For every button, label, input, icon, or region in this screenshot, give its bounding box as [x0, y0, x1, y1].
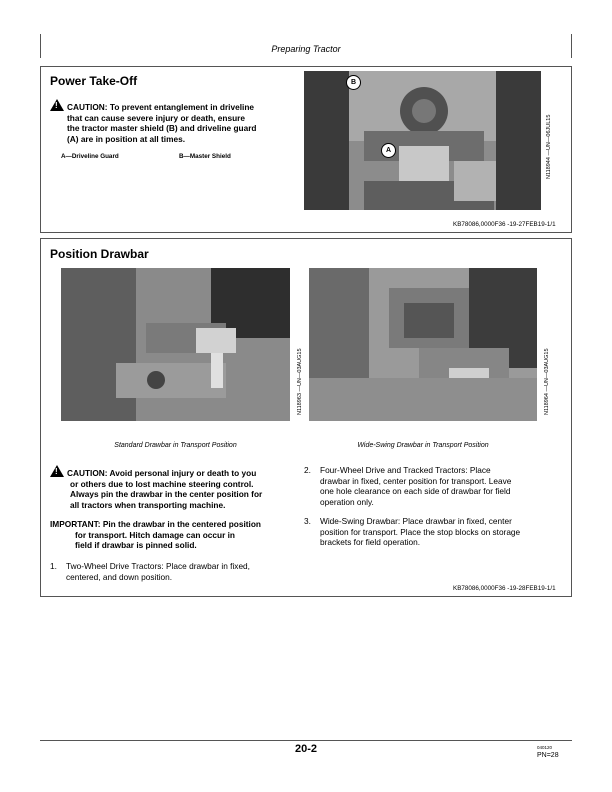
step-1-line1: Two-Wheel Drive Tractors: Place drawbar in fixed,	[66, 561, 250, 571]
step-3-line1: Wide-Swing Drawbar: Place drawbar in fixed, center	[320, 516, 512, 526]
footer-rule	[40, 740, 572, 741]
step-3-line3: brackets for field operation.	[320, 537, 421, 548]
legend-driveline-guard: A—Driveline Guard	[61, 153, 119, 160]
step-3-line2: position for transport. Place the stop blocks on storage	[320, 526, 521, 537]
step-3-number: 3.	[304, 516, 311, 526]
footer-small-code: 040120	[537, 745, 553, 750]
drawbar-ref-code: KB78086,0000F36 -19-28FEB19-1/1	[453, 585, 556, 592]
step-2-line3: one hole clearance on each side of drawbar for field	[320, 486, 511, 497]
footer-pn: PN=28	[537, 752, 559, 759]
pto-ref-code: KB78086,0000F36 -19-27FEB19-1/1	[453, 221, 556, 228]
step-3	[304, 516, 569, 548]
step-1-line2: centered, and down position.	[66, 571, 173, 582]
warning-icon	[50, 465, 64, 477]
callout-b: B	[346, 75, 361, 90]
legend-master-shield: B—Master Shield	[179, 153, 231, 160]
step-2-line2: drawbar in fixed, center position for transport. Leave	[320, 475, 512, 486]
drawbar-title: Position Drawbar	[50, 247, 149, 261]
pto-section	[40, 66, 572, 233]
drawbar-section	[40, 238, 572, 597]
pto-caution-rest-3: (A) are in position at all times.	[67, 133, 186, 144]
step-1-number: 1.	[50, 561, 57, 571]
drawbar-caution-rest-3: all tractors when transporting machine.	[70, 499, 226, 510]
caption-standard-drawbar: Standard Drawbar in Transport Position	[114, 442, 237, 449]
important-rest-1: for transport. Hitch damage can occur in	[75, 529, 235, 540]
drawbar-image1-code: N118963 —UN—03AUG15	[297, 348, 303, 415]
step-2-number: 2.	[304, 465, 311, 475]
drawbar-caution-rest-1: or others due to lost machine steering control.	[70, 478, 254, 489]
step-2-line4: operation only.	[320, 496, 374, 507]
pto-image-code: N118944 —UN—06JUL15	[546, 114, 552, 179]
drawbar-caution-rest-2: Always pin the drawbar in the center position for	[70, 489, 263, 500]
step-2-line1: Four-Wheel Drive and Tracked Tractors: Place	[320, 465, 491, 475]
pto-caution	[50, 99, 300, 144]
caption-wide-swing-drawbar: Wide-Swing Drawbar in Transport Position	[357, 442, 489, 449]
important-line1: IMPORTANT: Pin the drawbar in the centered position	[50, 519, 261, 529]
page-header-title: Preparing Tractor	[271, 44, 341, 54]
standard-drawbar-photo	[61, 268, 290, 421]
warning-icon	[50, 99, 64, 111]
callout-a: A	[381, 143, 396, 158]
important-rest-2: field if drawbar is pinned solid.	[75, 540, 197, 551]
drawbar-important	[50, 519, 305, 551]
pto-photo-drawing	[304, 71, 541, 210]
pto-caution-rest-1: that can cause severe injury or death, ensure	[67, 112, 245, 123]
wide-swing-drawbar-photo	[309, 268, 537, 421]
page-number: 20-2	[294, 743, 318, 755]
drawbar-caution-line1: !CAUTION: Avoid personal injury or death to you	[50, 465, 300, 479]
step-2	[304, 465, 569, 507]
standard-drawbar-drawing	[61, 268, 290, 421]
wide-swing-drawbar-drawing	[309, 268, 537, 421]
pto-title: Power Take-Off	[50, 74, 138, 88]
drawbar-caution	[50, 465, 300, 510]
pto-caution-rest-2: the tractor master shield (B) and driveline guard	[67, 123, 257, 134]
pto-photo	[304, 71, 541, 210]
pto-caution-line1: !CAUTION: To prevent entanglement in driveline	[50, 99, 300, 113]
step-1	[50, 561, 305, 582]
drawbar-image2-code: N118964 —UN—03AUG15	[544, 348, 550, 415]
